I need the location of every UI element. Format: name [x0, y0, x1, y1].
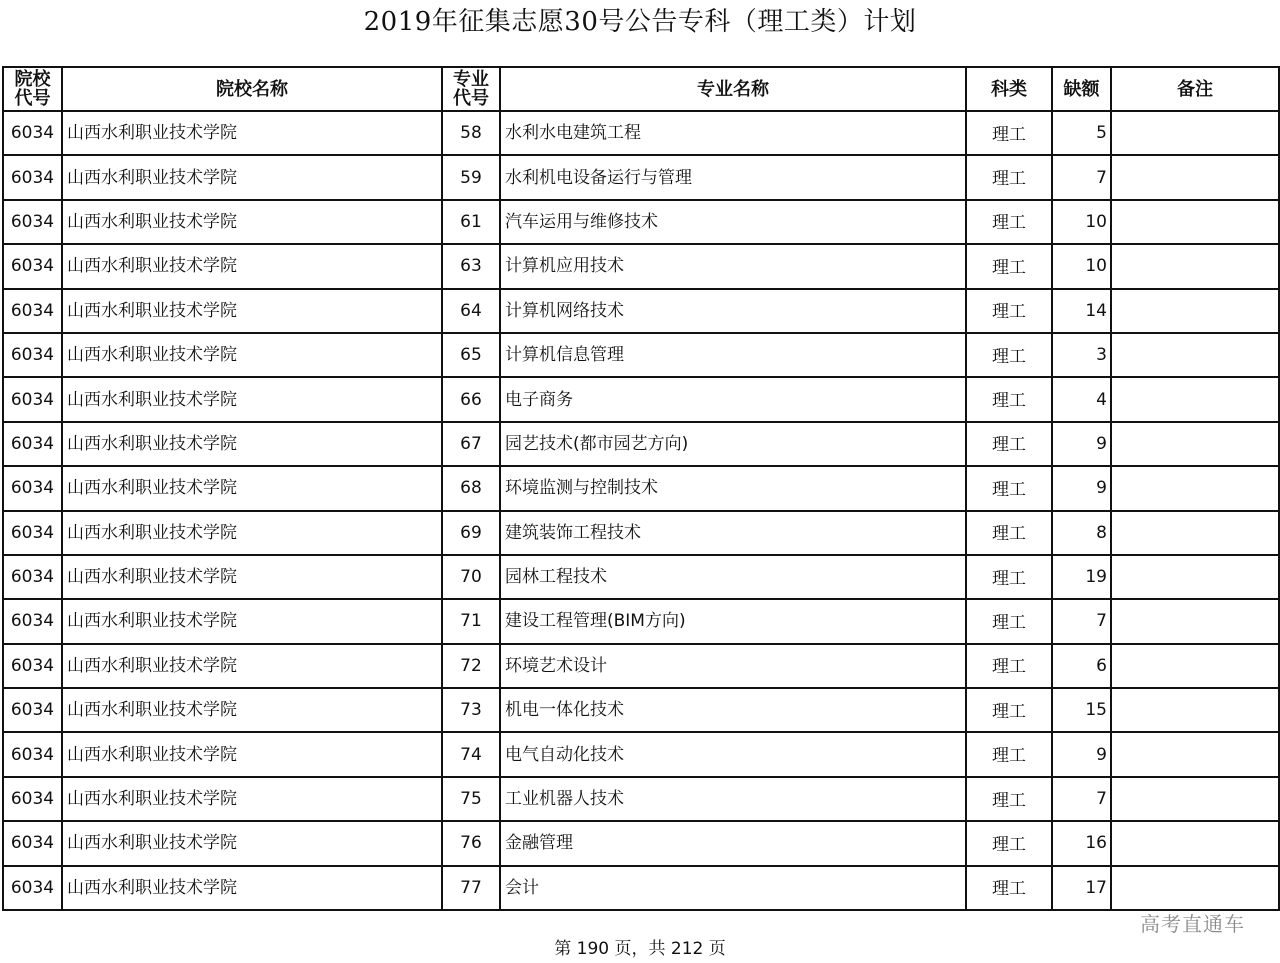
header-label: 代号 [14, 88, 51, 109]
cell-major-name: 建设工程管理(BIM方向) [500, 599, 966, 643]
header-label: 专业 [453, 69, 489, 90]
cell-note [1111, 688, 1279, 732]
cell-vacancy: 15 [1052, 688, 1111, 732]
cell-category: 理工 [966, 555, 1052, 599]
cell-note [1111, 599, 1279, 643]
header-label: 专业名称 [697, 78, 769, 100]
cell-school-name: 山西水利职业技术学院 [62, 377, 442, 421]
cell-major-code: 63 [442, 244, 500, 288]
cell-note [1111, 289, 1279, 333]
table-row [3, 777, 1279, 821]
header-label: 缺额 [1063, 78, 1100, 100]
cell-category: 理工 [966, 333, 1052, 377]
table-row [3, 155, 1279, 199]
cell-note [1111, 200, 1279, 244]
cell-school-code: 6034 [3, 422, 62, 466]
table-body [3, 111, 1279, 910]
cell-note [1111, 866, 1279, 910]
cell-vacancy: 4 [1052, 377, 1111, 421]
header-school-code [3, 67, 62, 111]
cell-category: 理工 [966, 289, 1052, 333]
cell-major-name: 会计 [500, 866, 966, 910]
cell-vacancy: 5 [1052, 111, 1111, 155]
cell-category: 理工 [966, 599, 1052, 643]
cell-school-code: 6034 [3, 511, 62, 555]
table-row [3, 866, 1279, 910]
table-row [3, 555, 1279, 599]
cell-vacancy: 16 [1052, 821, 1111, 865]
header-category [966, 67, 1052, 111]
cell-school-name: 山西水利职业技术学院 [62, 155, 442, 199]
cell-note [1111, 821, 1279, 865]
header-label: 科类 [991, 78, 1027, 100]
cell-category: 理工 [966, 777, 1052, 821]
table-row [3, 289, 1279, 333]
cell-category: 理工 [966, 377, 1052, 421]
cell-major-name: 计算机应用技术 [500, 244, 966, 288]
cell-note [1111, 422, 1279, 466]
table-row [3, 732, 1279, 776]
cell-major-name: 机电一体化技术 [500, 688, 966, 732]
cell-note [1111, 155, 1279, 199]
cell-school-name: 山西水利职业技术学院 [62, 688, 442, 732]
cell-school-code: 6034 [3, 777, 62, 821]
cell-major-code: 66 [442, 377, 500, 421]
cell-school-name: 山西水利职业技术学院 [62, 111, 442, 155]
cell-school-name: 山西水利职业技术学院 [62, 821, 442, 865]
cell-vacancy: 7 [1052, 599, 1111, 643]
cell-school-code: 6034 [3, 200, 62, 244]
table-row [3, 644, 1279, 688]
cell-major-name: 计算机网络技术 [500, 289, 966, 333]
cell-school-code: 6034 [3, 732, 62, 776]
cell-category: 理工 [966, 644, 1052, 688]
cell-major-name: 园林工程技术 [500, 555, 966, 599]
cell-major-name: 计算机信息管理 [500, 333, 966, 377]
cell-school-code: 6034 [3, 111, 62, 155]
page-title: 2019年征集志愿30号公告专科（理工类）计划 [363, 7, 917, 37]
cell-category: 理工 [966, 732, 1052, 776]
cell-school-name: 山西水利职业技术学院 [62, 422, 442, 466]
cell-vacancy: 8 [1052, 511, 1111, 555]
cell-note [1111, 777, 1279, 821]
header-vacancy [1052, 67, 1111, 111]
cell-major-code: 70 [442, 555, 500, 599]
cell-category: 理工 [966, 244, 1052, 288]
cell-vacancy: 6 [1052, 644, 1111, 688]
cell-school-code: 6034 [3, 599, 62, 643]
cell-school-code: 6034 [3, 244, 62, 288]
cell-major-name: 环境监测与控制技术 [500, 466, 966, 510]
cell-school-code: 6034 [3, 333, 62, 377]
cell-note [1111, 644, 1279, 688]
cell-school-code: 6034 [3, 289, 62, 333]
cell-school-name: 山西水利职业技术学院 [62, 244, 442, 288]
cell-school-name: 山西水利职业技术学院 [62, 511, 442, 555]
cell-major-name: 水利水电建筑工程 [500, 111, 966, 155]
cell-school-name: 山西水利职业技术学院 [62, 599, 442, 643]
cell-major-code: 69 [442, 511, 500, 555]
cell-school-name: 山西水利职业技术学院 [62, 466, 442, 510]
cell-vacancy: 7 [1052, 155, 1111, 199]
cell-school-code: 6034 [3, 866, 62, 910]
cell-note [1111, 111, 1279, 155]
cell-major-code: 68 [442, 466, 500, 510]
cell-vacancy: 9 [1052, 422, 1111, 466]
cell-major-code: 77 [442, 866, 500, 910]
table-row [3, 466, 1279, 510]
header-major-name [500, 67, 966, 111]
table-row [3, 599, 1279, 643]
cell-major-name: 园艺技术(都市园艺方向) [500, 422, 966, 466]
cell-major-name: 金融管理 [500, 821, 966, 865]
header-label: 代号 [453, 88, 489, 109]
watermark: 高考直通车 [1140, 912, 1245, 936]
cell-school-name: 山西水利职业技术学院 [62, 777, 442, 821]
cell-major-code: 61 [442, 200, 500, 244]
cell-school-name: 山西水利职业技术学院 [62, 732, 442, 776]
cell-vacancy: 17 [1052, 866, 1111, 910]
cell-major-name: 电气自动化技术 [500, 732, 966, 776]
cell-major-name: 汽车运用与维修技术 [500, 200, 966, 244]
cell-category: 理工 [966, 821, 1052, 865]
cell-note [1111, 466, 1279, 510]
cell-category: 理工 [966, 200, 1052, 244]
header-label: 备注 [1177, 78, 1213, 100]
cell-vacancy: 3 [1052, 333, 1111, 377]
cell-school-name: 山西水利职业技术学院 [62, 200, 442, 244]
cell-school-code: 6034 [3, 821, 62, 865]
cell-school-name: 山西水利职业技术学院 [62, 644, 442, 688]
cell-school-name: 山西水利职业技术学院 [62, 555, 442, 599]
cell-note [1111, 511, 1279, 555]
header-note [1111, 67, 1279, 111]
cell-category: 理工 [966, 688, 1052, 732]
cell-major-code: 67 [442, 422, 500, 466]
cell-school-code: 6034 [3, 644, 62, 688]
cell-note [1111, 732, 1279, 776]
cell-category: 理工 [966, 511, 1052, 555]
header-school-name [62, 67, 442, 111]
table-row [3, 111, 1279, 155]
table-row [3, 511, 1279, 555]
cell-vacancy: 10 [1052, 200, 1111, 244]
cell-school-name: 山西水利职业技术学院 [62, 333, 442, 377]
cell-major-code: 59 [442, 155, 500, 199]
cell-major-code: 74 [442, 732, 500, 776]
table-row [3, 422, 1279, 466]
cell-vacancy: 14 [1052, 289, 1111, 333]
table-row [3, 821, 1279, 865]
table-row [3, 244, 1279, 288]
cell-category: 理工 [966, 466, 1052, 510]
header-label: 院校名称 [216, 78, 288, 100]
table-header [3, 67, 1279, 111]
table-header-row [3, 67, 1279, 111]
cell-category: 理工 [966, 155, 1052, 199]
cell-vacancy: 7 [1052, 777, 1111, 821]
table-row [3, 200, 1279, 244]
header-major-code [442, 67, 500, 111]
table-row [3, 377, 1279, 421]
cell-note [1111, 333, 1279, 377]
cell-school-code: 6034 [3, 155, 62, 199]
cell-school-code: 6034 [3, 555, 62, 599]
table-row [3, 688, 1279, 732]
cell-vacancy: 19 [1052, 555, 1111, 599]
cell-major-name: 建筑装饰工程技术 [500, 511, 966, 555]
header-label: 院校 [14, 69, 51, 90]
cell-note [1111, 555, 1279, 599]
cell-major-name: 环境艺术设计 [500, 644, 966, 688]
table-row [3, 333, 1279, 377]
cell-school-name: 山西水利职业技术学院 [62, 289, 442, 333]
cell-vacancy: 10 [1052, 244, 1111, 288]
cell-major-code: 58 [442, 111, 500, 155]
cell-school-name: 山西水利职业技术学院 [62, 866, 442, 910]
cell-major-code: 73 [442, 688, 500, 732]
cell-school-code: 6034 [3, 688, 62, 732]
cell-major-name: 工业机器人技术 [500, 777, 966, 821]
cell-school-code: 6034 [3, 377, 62, 421]
cell-major-code: 76 [442, 821, 500, 865]
cell-major-code: 72 [442, 644, 500, 688]
cell-school-code: 6034 [3, 466, 62, 510]
cell-note [1111, 244, 1279, 288]
cell-major-code: 64 [442, 289, 500, 333]
cell-vacancy: 9 [1052, 732, 1111, 776]
enrollment-plan-table [2, 66, 1280, 911]
page-number: 第 190 页，共 212 页 [554, 939, 726, 959]
cell-category: 理工 [966, 866, 1052, 910]
cell-category: 理工 [966, 422, 1052, 466]
cell-major-name: 电子商务 [500, 377, 966, 421]
cell-vacancy: 9 [1052, 466, 1111, 510]
cell-major-code: 65 [442, 333, 500, 377]
cell-major-code: 71 [442, 599, 500, 643]
cell-note [1111, 377, 1279, 421]
cell-category: 理工 [966, 111, 1052, 155]
cell-major-name: 水利机电设备运行与管理 [500, 155, 966, 199]
cell-major-code: 75 [442, 777, 500, 821]
